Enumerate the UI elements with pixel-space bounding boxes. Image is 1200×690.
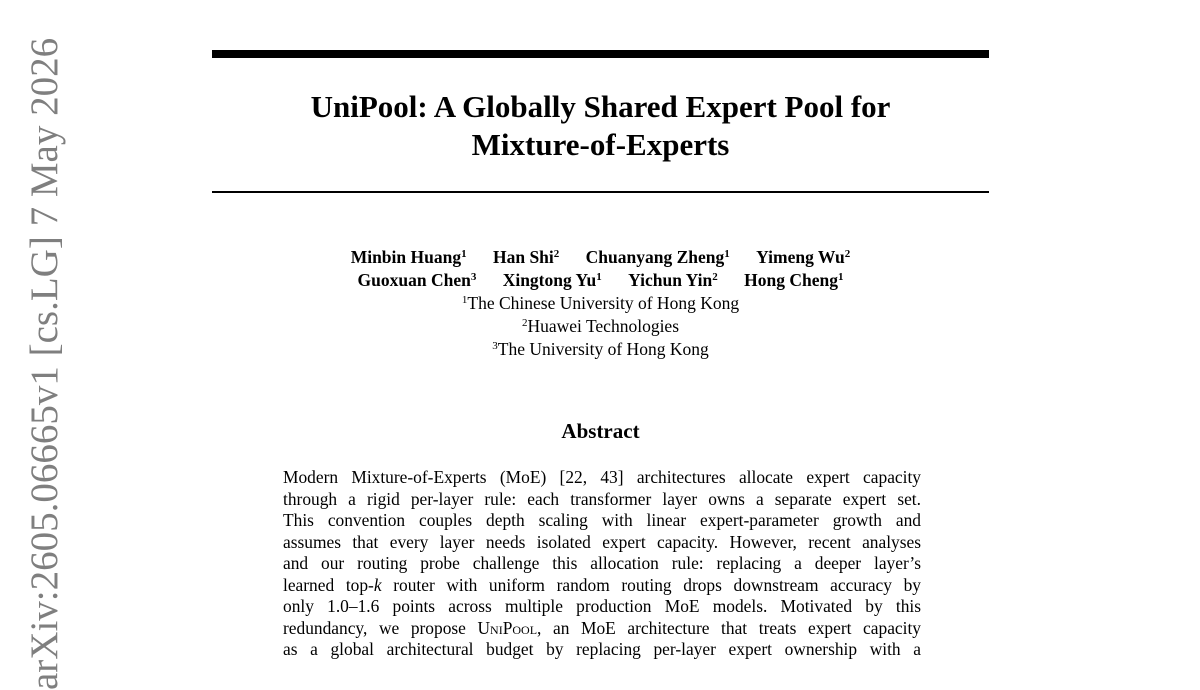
affiliation: $^3$The University of Hong Kong [492,339,709,359]
author: Han Shi$^2$ [492,247,560,267]
abstract-line: through a rigid per-layer rule: each transformer layer owns a separate expert set. [283,488,921,509]
title-line: UniPool: A Globally Shared Expert Pool for [310,89,891,124]
abstract-line: assumes that every layer needs isolated expert capacity. However, recent analyses [283,531,921,552]
abstract-line: redundancy, we propose UniPool, an MoE architecture that treats expert capacity [283,617,921,638]
arxiv-identifier: arXiv:2605.06665v1 [cs.LG] 7 May 2026 [23,37,66,690]
abstract-line: as a global architectural budget by replacing per-layer expert ownership with a [283,639,921,659]
paper-title [212,88,989,164]
author: Yichun Yin$^2$ [628,270,718,290]
title-top-rule [212,50,989,58]
author-block [212,246,989,361]
author-line [212,269,989,292]
author: Yimeng Wu$^2$ [756,247,851,267]
author: Xingtong Yu$^1$ [502,270,602,290]
abstract-body [283,467,921,659]
abstract-line: and our routing probe challenge this allocation rule: replacing a deeper layer’s [283,553,921,573]
abstract-line: only 1.0–1.6 points across multiple production MoE models. Motivated by this [283,596,921,616]
title-bottom-rule [212,191,989,193]
author-line [212,246,989,269]
author: Hong Cheng$^1$ [744,270,844,290]
abstract-line: Modern Mixture-of-Experts (MoE) [22, 43] architectures allocate expert capacity [283,467,921,487]
abstract-line: This convention couples depth scaling with linear expert-parameter growth and [283,510,921,530]
abstract-heading: Abstract [561,419,640,443]
author: Guoxuan Chen$^3$ [357,270,477,290]
affiliation: $^1$The Chinese University of Hong Kong [461,293,740,313]
author: Minbin Huang$^1$ [350,247,467,267]
affiliation: $^2$Huawei Technologies [521,316,680,336]
title-line: Mixture-of-Experts [471,127,730,162]
author: Chuanyang Zheng$^1$ [585,247,730,267]
abstract-line: learned top-k router with uniform random routing drops downstream accuracy by [283,574,921,595]
